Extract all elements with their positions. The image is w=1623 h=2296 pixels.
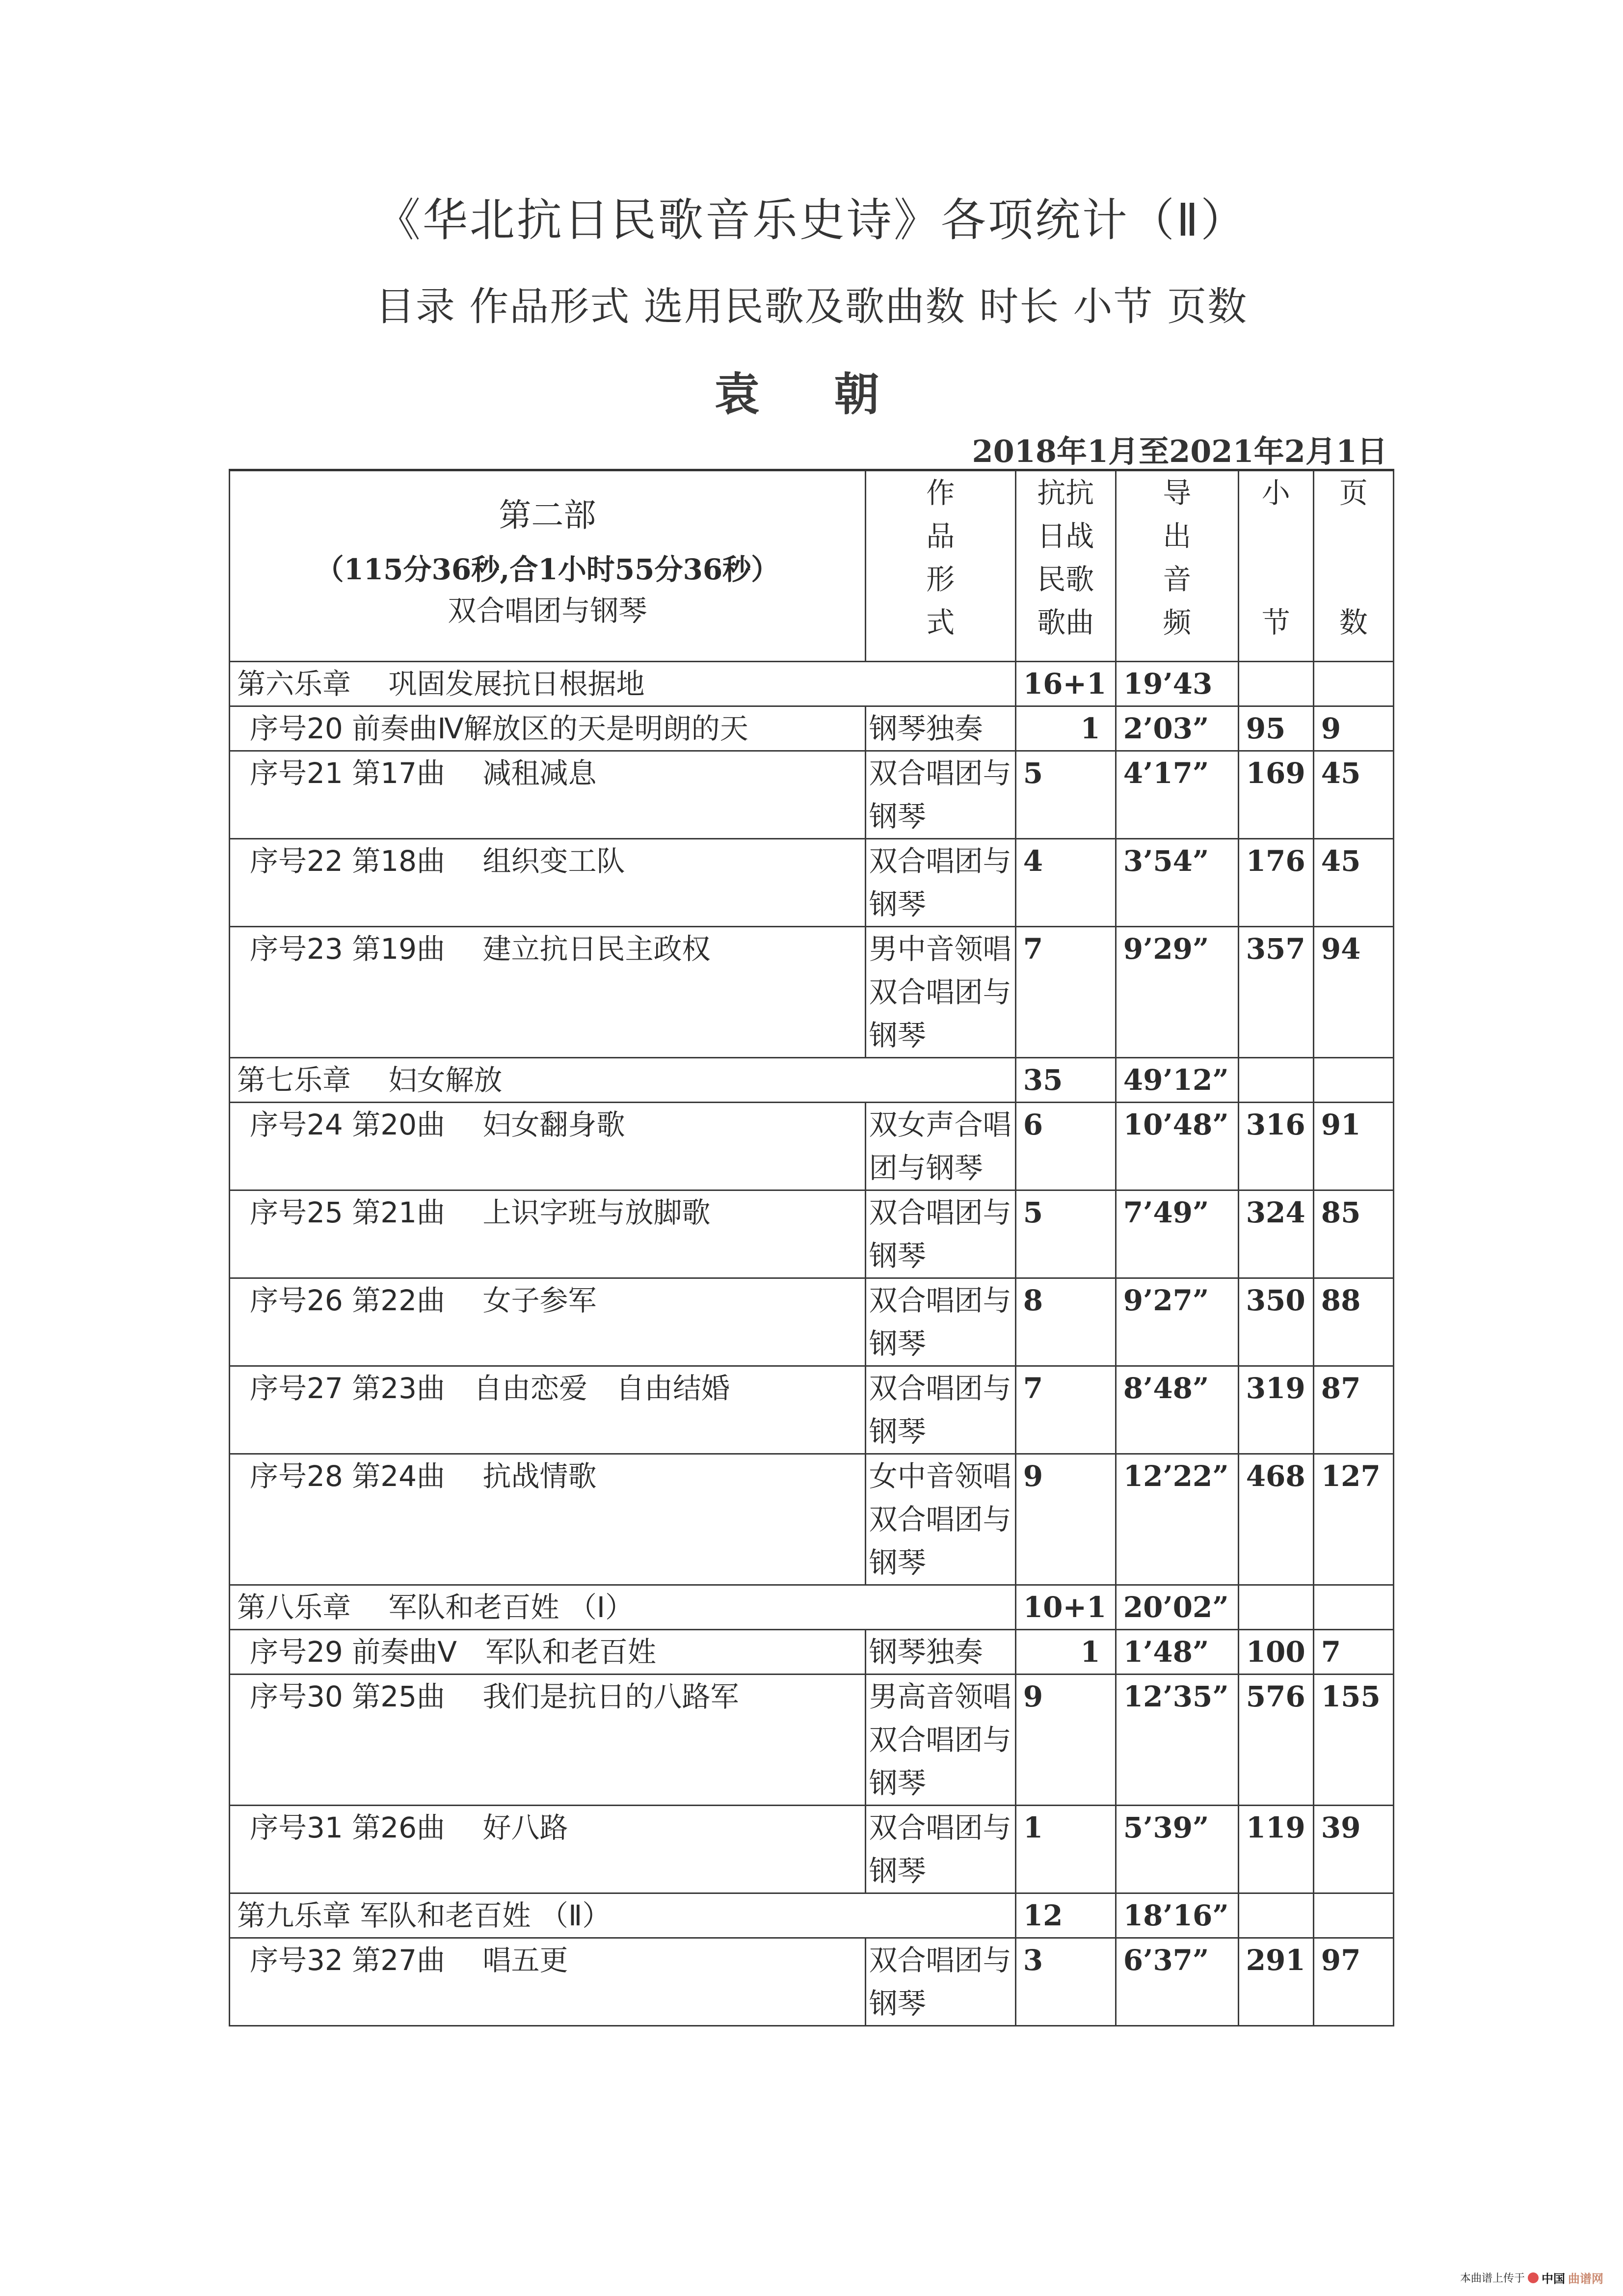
song-row: [230, 927, 1394, 1058]
song-duration: 3’54”: [1116, 839, 1238, 927]
song-row: [230, 839, 1394, 927]
song-duration: 10’48”: [1116, 1103, 1238, 1190]
song-count: 3: [1015, 1938, 1116, 2026]
movement-songs: 12: [1015, 1893, 1116, 1938]
song-duration: 1’48”: [1116, 1630, 1238, 1675]
song-form: 双合唱团与钢琴: [865, 1806, 1015, 1893]
upload-footer: [1460, 2269, 1603, 2286]
song-count: 8: [1015, 1278, 1116, 1366]
site-logo-text-a: 中国: [1542, 2272, 1565, 2286]
song-piece: 第22曲 女子参军: [352, 1284, 597, 1317]
song-bars: 119: [1238, 1806, 1313, 1893]
header-audio: 导 出 音 频: [1116, 470, 1238, 662]
song-row: [230, 751, 1394, 839]
song-seq: 序号21: [250, 756, 343, 790]
movement-duration: 19’43: [1116, 662, 1238, 706]
song-pages: 7: [1313, 1630, 1393, 1675]
statistics-table: [229, 469, 1394, 2026]
song-count: 9: [1015, 1454, 1116, 1585]
song-duration: 9’27”: [1116, 1278, 1238, 1366]
song-form: 男中音领唱双合唱团与钢琴: [865, 927, 1015, 1058]
song-bars: 319: [1238, 1366, 1313, 1454]
song-bars: 316: [1238, 1103, 1313, 1190]
song-form: 双合唱团与钢琴: [865, 1278, 1015, 1366]
date-range: 2018年1月至2021年2月1日: [972, 433, 1387, 469]
song-pages: 127: [1313, 1454, 1393, 1585]
song-seq: 序号29: [250, 1635, 343, 1669]
song-title: [230, 839, 866, 927]
part-form: 双合唱团与钢琴: [448, 594, 647, 627]
song-piece: 第20曲 妇女翻身歌: [352, 1108, 625, 1141]
song-duration: 8’48”: [1116, 1366, 1238, 1454]
song-piece: 第19曲 建立抗日民主政权: [352, 932, 711, 966]
song-count: 5: [1015, 751, 1116, 839]
song-bars: 350: [1238, 1278, 1313, 1366]
song-count: 7: [1015, 1366, 1116, 1454]
document-title: 《华北抗日民歌音乐史诗》各项统计（Ⅱ）: [375, 194, 1248, 246]
song-row: [230, 1806, 1394, 1893]
song-row: [230, 1630, 1394, 1675]
empty-cell: [1238, 1058, 1313, 1103]
song-duration: 9’29”: [1116, 927, 1238, 1058]
empty-cell: [1313, 662, 1393, 706]
upload-text: 本曲谱上传于: [1460, 2272, 1525, 2285]
part-header-cell: [230, 470, 866, 662]
song-form: 钢琴独奏: [865, 1630, 1015, 1675]
movement-name: 第八乐章 军队和老百姓 （Ⅰ）: [230, 1585, 1016, 1630]
song-piece: 第17曲 减租减息: [352, 756, 597, 790]
song-piece: 前奏曲Ⅴ 军队和老百姓: [352, 1635, 656, 1669]
song-duration: 12’22”: [1116, 1454, 1238, 1585]
song-pages: 155: [1313, 1675, 1393, 1806]
song-bars: 176: [1238, 839, 1313, 927]
song-seq: 序号23: [250, 932, 343, 966]
movement-name: 第六乐章 巩固发展抗日根据地: [230, 662, 1016, 706]
song-title: [230, 1366, 866, 1454]
song-seq: 序号22: [250, 844, 343, 878]
song-pages: 9: [1313, 706, 1393, 751]
movement-songs: 16+1: [1015, 662, 1116, 706]
song-count: 4: [1015, 839, 1116, 927]
song-pages: 45: [1313, 839, 1393, 927]
song-form: 双合唱团与钢琴: [865, 751, 1015, 839]
song-count: 5: [1015, 1190, 1116, 1278]
site-logo-icon: [1528, 2272, 1539, 2283]
song-count: 6: [1015, 1103, 1116, 1190]
header-form: 作 品 形 式: [865, 470, 1015, 662]
song-seq: 序号26: [250, 1284, 343, 1317]
song-pages: 85: [1313, 1190, 1393, 1278]
song-row: [230, 1454, 1394, 1585]
song-piece: 第23曲 自由恋爱 自由结婚: [352, 1372, 730, 1405]
movement-duration: 20’02”: [1116, 1585, 1238, 1630]
movement-duration: 18’16”: [1116, 1893, 1238, 1938]
song-seq: 序号30: [250, 1680, 343, 1713]
song-piece: 第24曲 抗战情歌: [352, 1459, 597, 1493]
movement-row: [230, 1585, 1394, 1630]
song-piece: 前奏曲Ⅳ解放区的天是明朗的天: [352, 712, 748, 745]
song-seq: 序号32: [250, 1944, 343, 1977]
song-pages: 97: [1313, 1938, 1393, 2026]
song-count: 1: [1015, 1630, 1116, 1675]
part-title: 第二部: [499, 496, 596, 534]
song-title: [230, 706, 866, 751]
song-pages: 87: [1313, 1366, 1393, 1454]
song-seq: 序号27: [250, 1372, 343, 1405]
table-header-row: [230, 470, 1394, 662]
song-pages: 88: [1313, 1278, 1393, 1366]
song-form: 双合唱团与钢琴: [865, 1938, 1015, 2026]
author-name: 袁 朝: [714, 368, 909, 421]
song-bars: 324: [1238, 1190, 1313, 1278]
song-row: [230, 1278, 1394, 1366]
song-bars: 100: [1238, 1630, 1313, 1675]
song-form: 双女声合唱团与钢琴: [865, 1103, 1015, 1190]
song-bars: 169: [1238, 751, 1313, 839]
song-seq: 序号24: [250, 1108, 343, 1141]
song-row: [230, 1366, 1394, 1454]
song-pages: 39: [1313, 1806, 1393, 1893]
movement-name: 第七乐章 妇女解放: [230, 1058, 1016, 1103]
song-form: 钢琴独奏: [865, 706, 1015, 751]
header-pages: 页 数: [1313, 470, 1393, 662]
song-pages: 91: [1313, 1103, 1393, 1190]
empty-cell: [1313, 1058, 1393, 1103]
song-row: [230, 1938, 1394, 2026]
movement-songs: 35: [1015, 1058, 1116, 1103]
song-title: [230, 1278, 866, 1366]
song-title: [230, 1806, 866, 1893]
song-count: 1: [1015, 706, 1116, 751]
song-seq: 序号31: [250, 1811, 343, 1844]
movement-duration: 49’12”: [1116, 1058, 1238, 1103]
song-form: 女中音领唱双合唱团与钢琴: [865, 1454, 1015, 1585]
empty-cell: [1313, 1585, 1393, 1630]
song-title: [230, 1103, 866, 1190]
empty-cell: [1238, 662, 1313, 706]
movement-row: [230, 1893, 1394, 1938]
site-logo-text-b: 曲谱网: [1568, 2272, 1603, 2286]
song-duration: 2’03”: [1116, 706, 1238, 751]
song-duration: 7’49”: [1116, 1190, 1238, 1278]
song-bars: 468: [1238, 1454, 1313, 1585]
song-pages: 94: [1313, 927, 1393, 1058]
song-seq: 序号20: [250, 712, 343, 745]
song-title: [230, 1630, 866, 1675]
song-count: 9: [1015, 1675, 1116, 1806]
song-piece: 第25曲 我们是抗日的八路军: [352, 1680, 739, 1713]
header-songs: 抗抗 日战 民歌 歌曲: [1015, 470, 1116, 662]
movement-name: 第九乐章 军队和老百姓 （Ⅱ）: [230, 1893, 1016, 1938]
song-title: [230, 751, 866, 839]
song-duration: 4’17”: [1116, 751, 1238, 839]
song-bars: 576: [1238, 1675, 1313, 1806]
song-title: [230, 1675, 866, 1806]
song-piece: 第26曲 好八路: [352, 1811, 568, 1844]
movement-row: [230, 662, 1394, 706]
empty-cell: [1238, 1585, 1313, 1630]
song-title: [230, 1938, 866, 2026]
empty-cell: [1238, 1893, 1313, 1938]
song-seq: 序号28: [250, 1459, 343, 1493]
empty-cell: [1313, 1893, 1393, 1938]
song-piece: 第18曲 组织变工队: [352, 844, 625, 878]
song-form: 男高音领唱双合唱团与钢琴: [865, 1675, 1015, 1806]
song-row: [230, 1103, 1394, 1190]
song-duration: 6’37”: [1116, 1938, 1238, 2026]
song-row: [230, 1190, 1394, 1278]
song-bars: 95: [1238, 706, 1313, 751]
movement-songs: 10+1: [1015, 1585, 1116, 1630]
song-row: [230, 1675, 1394, 1806]
song-bars: 357: [1238, 927, 1313, 1058]
song-count: 7: [1015, 927, 1116, 1058]
song-title: [230, 1190, 866, 1278]
song-seq: 序号25: [250, 1196, 343, 1229]
header-bars: 小 节: [1238, 470, 1313, 662]
document-subtitle: 目录 作品形式 选用民歌及歌曲数 时长 小节 页数: [375, 284, 1248, 329]
song-piece: 第21曲 上识字班与放脚歌: [352, 1196, 711, 1229]
song-form: 双合唱团与钢琴: [865, 1190, 1015, 1278]
song-duration: 5’39”: [1116, 1806, 1238, 1893]
song-bars: 291: [1238, 1938, 1313, 2026]
song-pages: 45: [1313, 751, 1393, 839]
song-count: 1: [1015, 1806, 1116, 1893]
song-title: [230, 927, 866, 1058]
song-form: 双合唱团与钢琴: [865, 839, 1015, 927]
song-row: [230, 706, 1394, 751]
song-duration: 12’35”: [1116, 1675, 1238, 1806]
part-duration: （115分36秒,合1小时55分36秒）: [315, 553, 780, 586]
song-form: 双合唱团与钢琴: [865, 1366, 1015, 1454]
song-piece: 第27曲 唱五更: [352, 1944, 568, 1977]
movement-row: [230, 1058, 1394, 1103]
song-title: [230, 1454, 866, 1585]
